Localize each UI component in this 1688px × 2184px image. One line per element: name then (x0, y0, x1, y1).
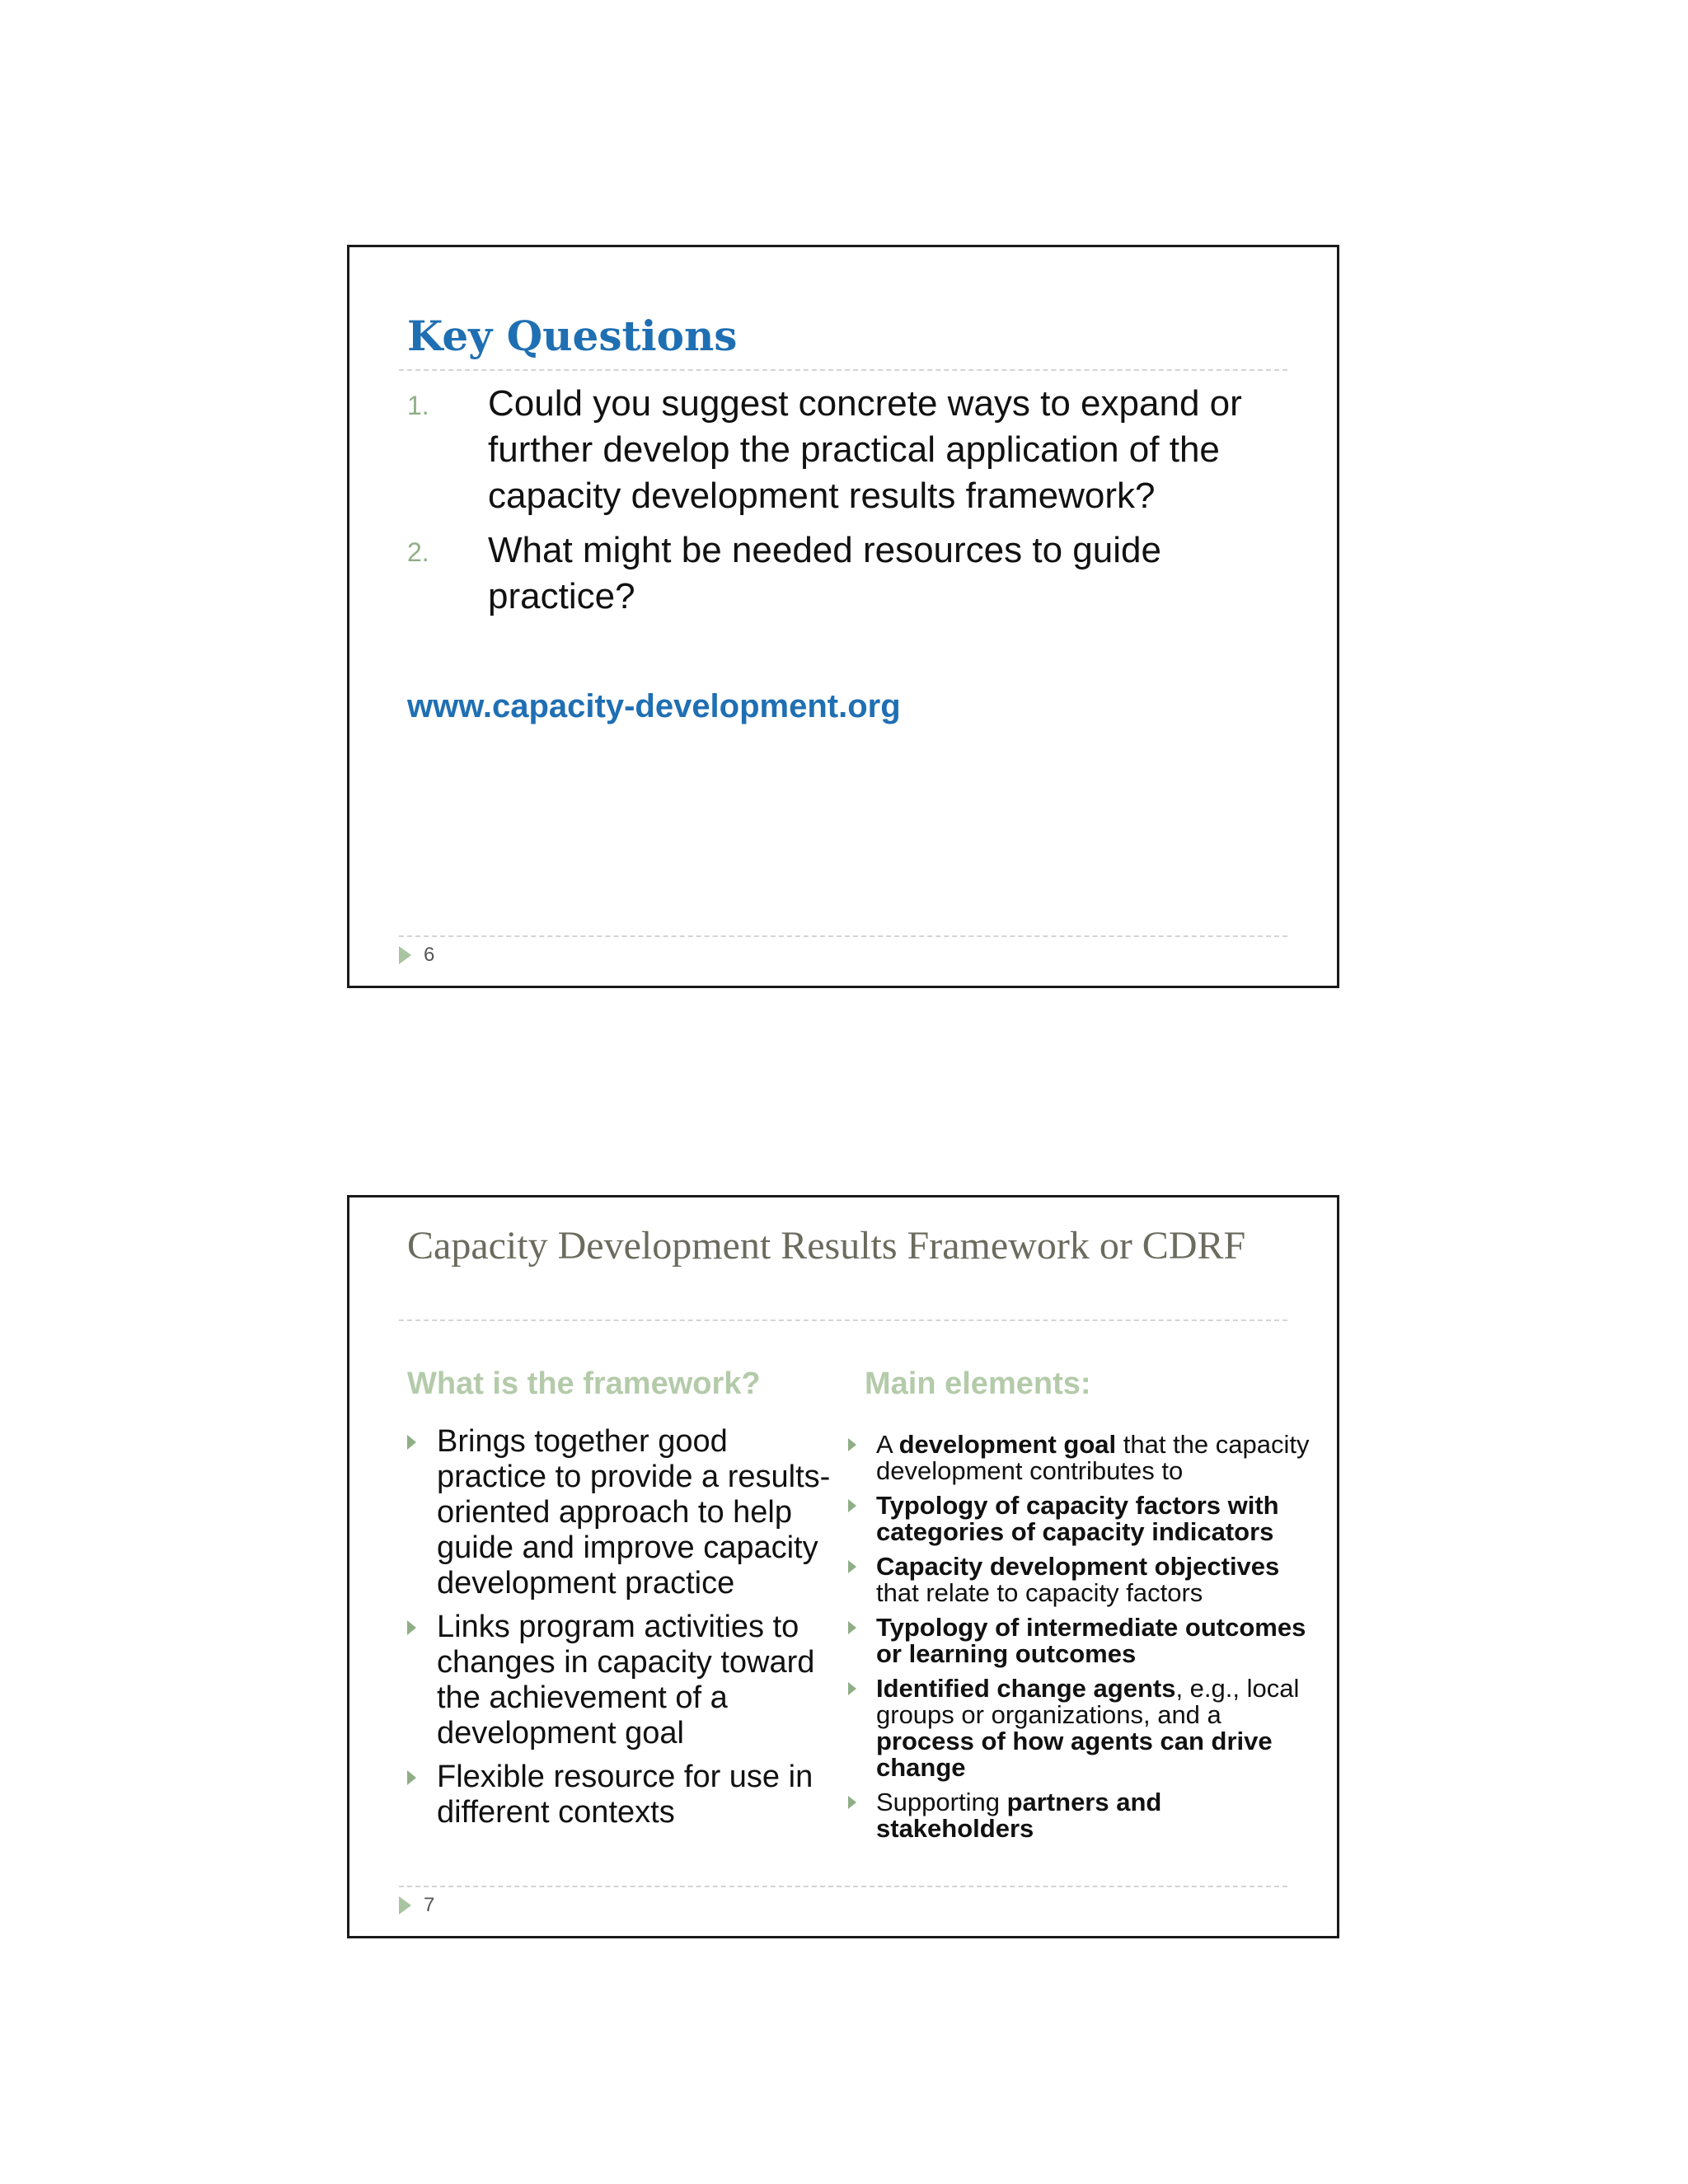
title-divider (399, 369, 1287, 371)
bullet-arrow-icon (848, 1499, 856, 1512)
elements-bullet-list (848, 1432, 1310, 1850)
list-item (848, 1432, 1310, 1484)
list-item (848, 1554, 1310, 1606)
bullet-arrow-icon (407, 1770, 416, 1785)
question-text: Could you suggest concrete ways to expand or further develop the practical application of the capacity development results framework? (488, 383, 1242, 516)
arrow-icon (399, 946, 411, 964)
footer-divider (399, 935, 1287, 937)
list-item (848, 1789, 1310, 1842)
left-column-heading: What is the framework? (407, 1366, 761, 1401)
question-number: 2. (407, 537, 429, 567)
bullet-text-part: that the capacity development contributes to (876, 1430, 1310, 1485)
list-item (848, 1675, 1310, 1781)
bullet-emphasis: partners and stakeholders (876, 1788, 1162, 1843)
list-item (848, 1615, 1310, 1667)
bullet-text: Links program activities to changes in capacity toward the achievement of a development goal (437, 1610, 815, 1750)
bullet-text-part: that relate to capacity factors (876, 1578, 1203, 1607)
bullet-arrow-icon (848, 1438, 856, 1451)
bullet-text-part: A (876, 1430, 899, 1459)
list-item (407, 1760, 836, 1830)
question-text: What might be needed resources to guide practice? (488, 530, 1161, 616)
slide-title: Key Questions (407, 312, 738, 360)
list-item (407, 1424, 836, 1601)
bullet-emphasis: Capacity development objectives (876, 1552, 1280, 1581)
bullet-emphasis: Typology of capacity factors with categories of capacity indicators (876, 1491, 1279, 1546)
question-item (407, 381, 1289, 519)
question-item (407, 527, 1289, 620)
bullet-emphasis: Identified change agents (876, 1674, 1176, 1703)
bullet-arrow-icon (848, 1682, 856, 1695)
bullet-text: Brings together good practice to provide a results-oriented approach to help guide and improve capacity development practice (437, 1424, 831, 1601)
list-item (848, 1493, 1310, 1545)
bullet-arrow-icon (407, 1435, 416, 1450)
question-number: 1. (407, 391, 429, 420)
footer-divider (399, 1886, 1287, 1887)
framework-bullet-list (407, 1424, 836, 1839)
bullet-arrow-icon (407, 1620, 416, 1635)
bullet-emphasis: Typology of intermediate outcomes or learning outcomes (876, 1613, 1306, 1668)
list-item (407, 1610, 836, 1751)
right-column-heading: Main elements: (865, 1366, 1091, 1401)
bullet-emphasis: process of how agents can drive change (876, 1727, 1273, 1782)
question-list (407, 381, 1289, 628)
title-divider (399, 1319, 1287, 1321)
bullet-text: Flexible resource for use in different contexts (437, 1760, 814, 1830)
bullet-text-part: , e.g., local groups or organizations, and a (876, 1674, 1300, 1729)
bullet-emphasis: development goal (898, 1430, 1117, 1459)
slide-7 (347, 1195, 1339, 1938)
bullet-arrow-icon (848, 1621, 856, 1634)
bullet-text-part: Supporting (876, 1788, 1007, 1816)
website-link[interactable]: www.capacity-development.org (407, 688, 901, 724)
bullet-arrow-icon (848, 1796, 856, 1809)
slide-6 (347, 245, 1339, 988)
slide-title: Capacity Development Results Framework or CDRF (407, 1224, 1246, 1268)
slide-number: 7 (424, 1894, 435, 1916)
slide-number: 6 (424, 944, 435, 966)
arrow-icon (399, 1896, 411, 1915)
bullet-arrow-icon (848, 1560, 856, 1573)
